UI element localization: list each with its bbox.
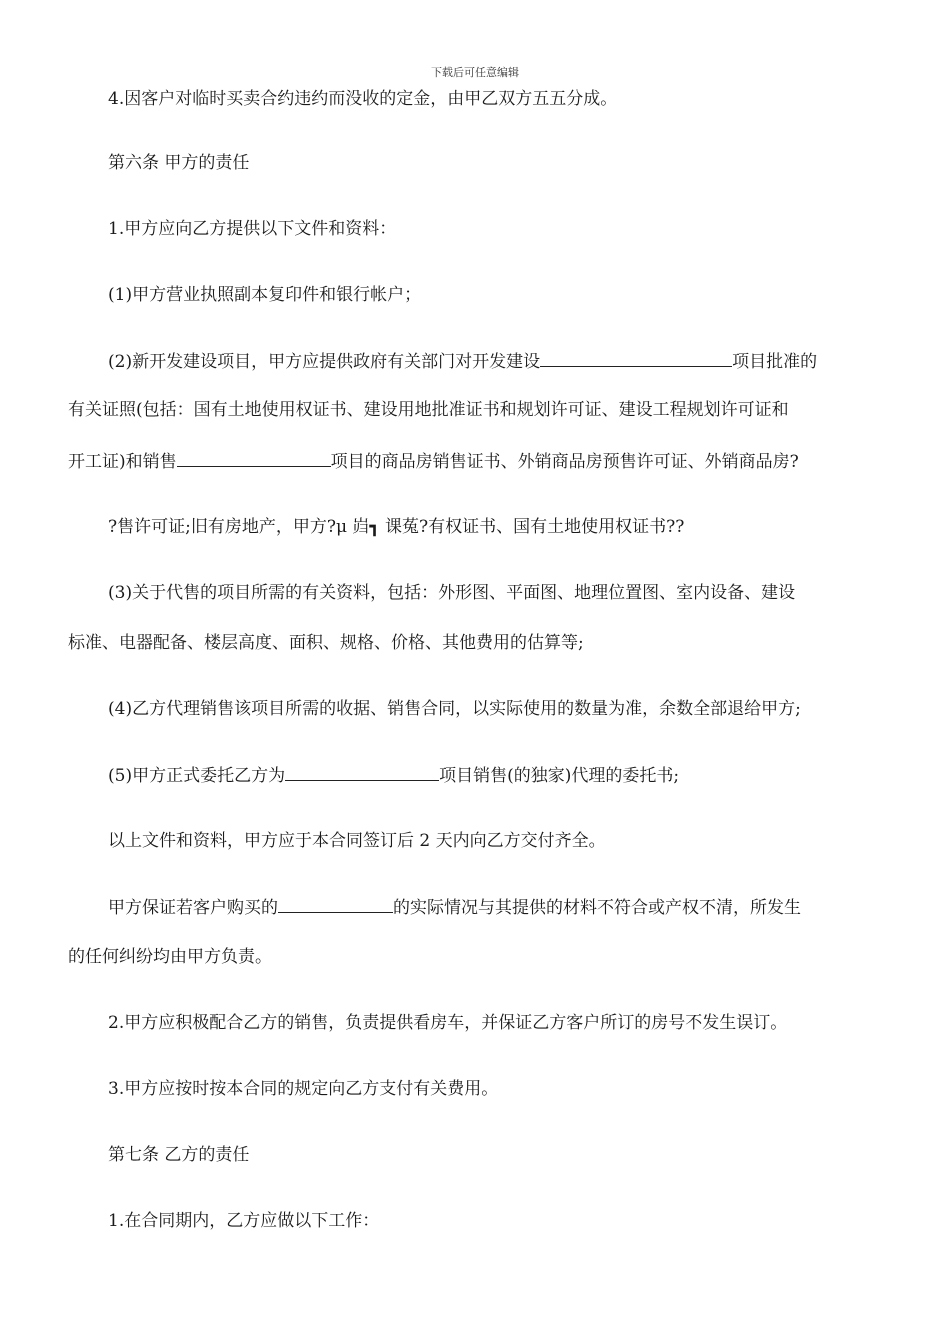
paragraph-line: (4)乙方代理销售该项目所需的收据、销售合同，以实际使用的数量为准，余数全部退给甲方; [108,699,801,719]
paragraph-line: 标准、电器配备、楼层高度、面积、规格、价格、其他费用的估算等; [68,633,584,653]
text-segment: 项目批准的 [732,352,818,372]
header-note: 下载后可任意编辑 [431,66,519,79]
section-heading: 第六条 甲方的责任 [108,153,250,173]
text-segment: 甲方保证若客户购买的 [108,898,278,918]
text-segment: (2)新开发建设项目，甲方应提供政府有关部门对开发建设 [108,352,541,372]
text-segment: (5)甲方正式委托乙方为 [108,766,286,786]
paragraph-line [108,896,801,919]
paragraph-line [108,764,679,787]
fill-in-blank[interactable] [540,350,732,367]
paragraph-line: 有关证照(包括：国有土地使用权证书、建设用地批准证书和规划许可证、建设工程规划许可证和 [68,400,789,420]
paragraph-line: 的任何纠纷均由甲方负责。 [68,947,272,967]
section-heading: 第七条 乙方的责任 [108,1145,250,1165]
fill-in-blank[interactable] [177,450,331,467]
paragraph-line: 4.因客户对临时买卖合约违约而没收的定金，由甲乙双方五五分成。 [108,89,618,109]
paragraph-line: 2.甲方应积极配合乙方的销售，负责提供看房车，并保证乙方客户所订的房号不发生误订。 [108,1013,788,1033]
fill-in-blank[interactable] [285,764,439,781]
paragraph-line: 1.甲方应向乙方提供以下文件和资料： [108,219,397,239]
paragraph-line: 以上文件和资料，甲方应于本合同签订后 2 天内向乙方交付齐全。 [108,831,606,851]
paragraph-line: 3.甲方应按时按本合同的规定向乙方支付有关费用。 [108,1079,499,1099]
fill-in-blank[interactable] [278,896,393,913]
text-segment: 项目的商品房销售证书、外销商品房预售许可证、外销商品房? [330,452,799,472]
text-segment: 开工证)和销售 [68,452,177,472]
paragraph-line: (1)甲方营业执照副本复印件和银行帐户； [108,285,422,305]
paragraph-line: 1.在合同期内，乙方应做以下工作： [108,1211,380,1231]
text-segment: 的实际情况与其提供的材料不符合或产权不清，所发生 [393,898,801,918]
text-segment: 项目销售(的独家)代理的委托书; [439,766,680,786]
paragraph-line: (3)关于代售的项目所需的有关资料，包括：外形图、平面图、地理位置图、室内设备、建设 [108,583,796,603]
paragraph-line [68,450,799,473]
paragraph-line: ?售许可证;旧有房地产，甲方?μ 岿┓ 课菟?有权证书、国有土地使用权证书?? [108,517,685,537]
paragraph-line [108,350,817,373]
